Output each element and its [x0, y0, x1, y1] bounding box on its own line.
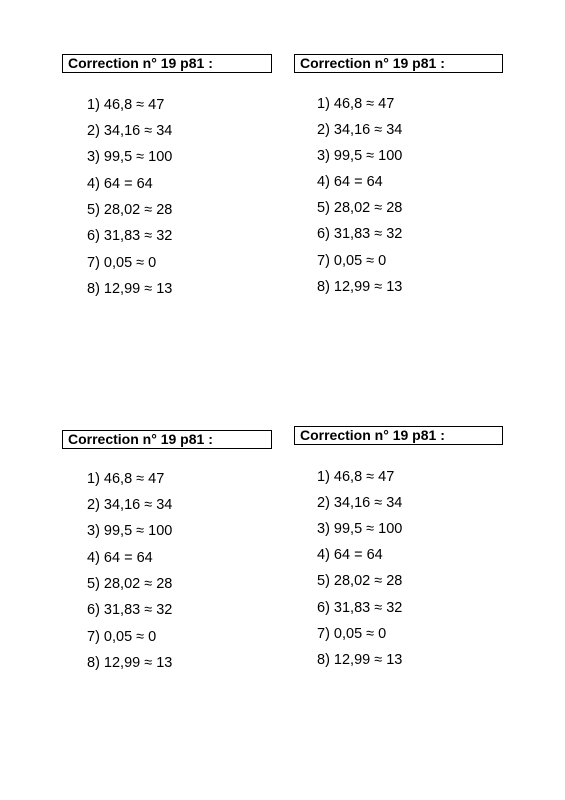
correction-title: Correction n° 19 p81 :: [294, 426, 503, 445]
answer-item: 7) 0,05 ≈ 0: [87, 255, 157, 271]
answer-item: 1) 46,8 ≈ 47: [317, 96, 395, 112]
answer-item: 8) 12,99 ≈ 13: [317, 652, 403, 668]
correction-title: Correction n° 19 p81 :: [62, 430, 272, 449]
correction-title: Correction n° 19 p81 :: [62, 54, 272, 73]
answer-item: 5) 28,02 ≈ 28: [87, 576, 173, 592]
answer-item: 8) 12,99 ≈ 13: [87, 281, 173, 297]
answer-item: 1) 46,8 ≈ 47: [87, 471, 165, 487]
answer-item: 8) 12,99 ≈ 13: [317, 279, 403, 295]
answer-item: 4) 64 = 64: [87, 176, 153, 192]
answer-item: 4) 64 = 64: [87, 550, 153, 566]
answer-item: 1) 46,8 ≈ 47: [317, 469, 395, 485]
answer-item: 7) 0,05 ≈ 0: [87, 629, 157, 645]
answer-item: 2) 34,16 ≈ 34: [317, 495, 403, 511]
answer-item: 3) 99,5 ≈ 100: [87, 523, 173, 539]
answer-item: 6) 31,83 ≈ 32: [317, 600, 403, 616]
answer-item: 6) 31,83 ≈ 32: [87, 228, 173, 244]
answer-item: 5) 28,02 ≈ 28: [317, 200, 403, 216]
answer-item: 7) 0,05 ≈ 0: [317, 253, 387, 269]
answer-item: 6) 31,83 ≈ 32: [87, 602, 173, 618]
answer-item: 2) 34,16 ≈ 34: [317, 122, 403, 138]
answer-item: 4) 64 = 64: [317, 174, 383, 190]
answer-item: 3) 99,5 ≈ 100: [317, 148, 403, 164]
answer-item: 5) 28,02 ≈ 28: [317, 573, 403, 589]
answer-item: 4) 64 = 64: [317, 547, 383, 563]
answer-item: 1) 46,8 ≈ 47: [87, 97, 165, 113]
answer-item: 2) 34,16 ≈ 34: [87, 123, 173, 139]
answer-item: 7) 0,05 ≈ 0: [317, 626, 387, 642]
answer-item: 8) 12,99 ≈ 13: [87, 655, 173, 671]
correction-title: Correction n° 19 p81 :: [294, 54, 503, 73]
answer-item: 2) 34,16 ≈ 34: [87, 497, 173, 513]
answer-item: 5) 28,02 ≈ 28: [87, 202, 173, 218]
answer-item: 6) 31,83 ≈ 32: [317, 226, 403, 242]
answer-item: 3) 99,5 ≈ 100: [87, 149, 173, 165]
answer-item: 3) 99,5 ≈ 100: [317, 521, 403, 537]
